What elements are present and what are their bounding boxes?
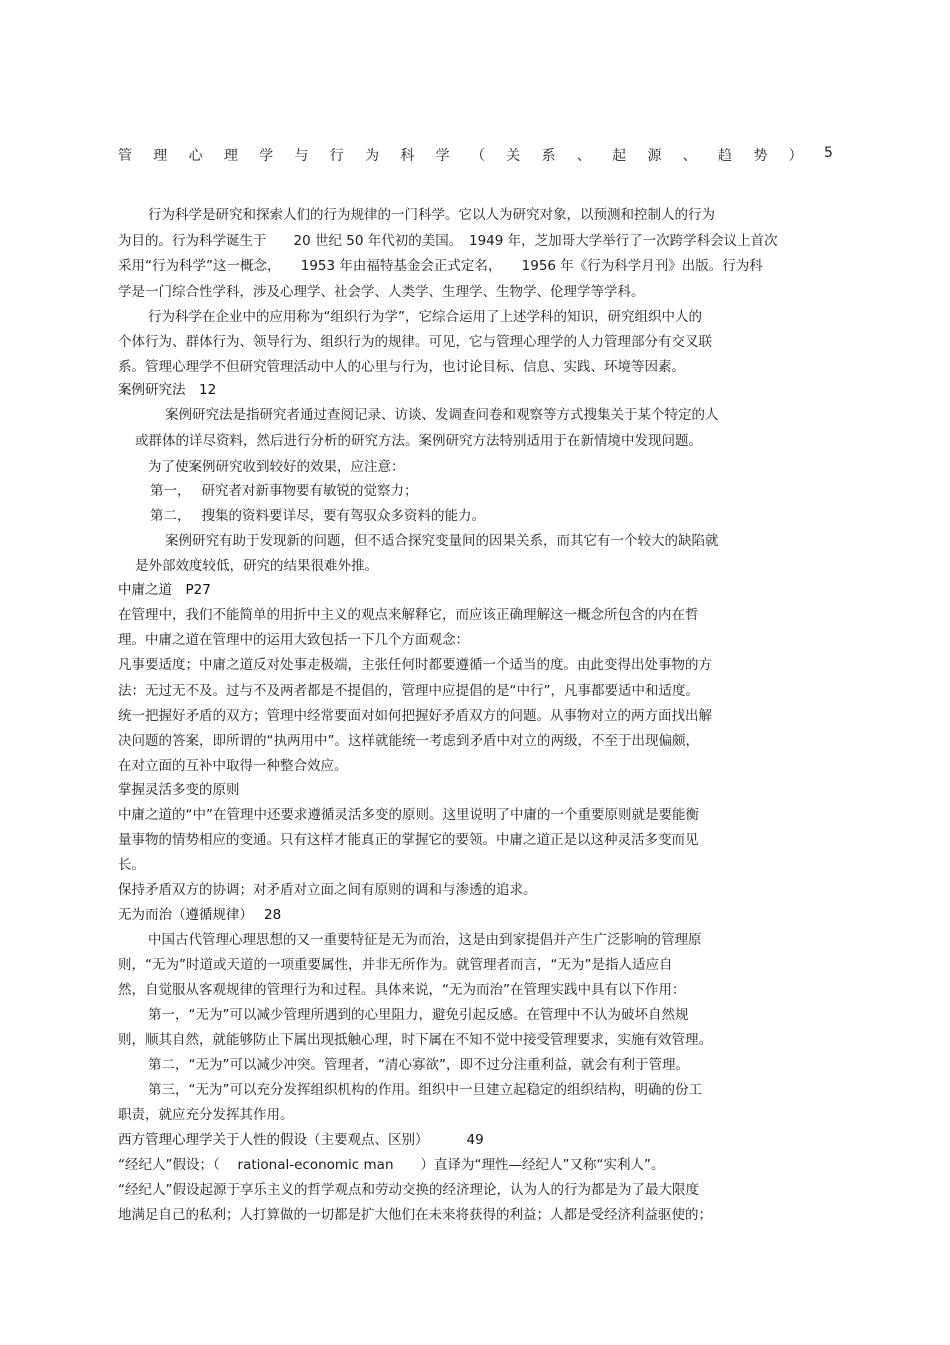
title-char: ） [788, 148, 803, 164]
paragraph-line: 在对立面的互补中取得一种整合效应。 [118, 758, 348, 774]
title-char: 关 [506, 148, 521, 164]
paragraph-line: 行为科学在企业中的应用称为“组织行为学”，它综合运用了上述学科的知识，研究组织中人的 [148, 309, 702, 325]
title-char: 科 [400, 148, 415, 164]
title-char: 源 [647, 148, 662, 164]
paragraph-line: 为目的。行为科学诞生于 20 世纪 50 年代初的美国。 1949 年，芝加哥大学举行了一次跨学科会议上首次 [118, 233, 778, 249]
list-item: 第一， 研究者对新事物要有敏锐的觉察力； [150, 483, 418, 499]
paragraph-line: 案例研究法是指研究者通过查阅记录、访谈、发调查问卷和观察等方式搜集关于某个特定的人 [165, 407, 719, 423]
paragraph-line: “经纪人”假设；（ rational-economic man ）直译为“理性—经纪人”又称“实利人”。 [118, 1157, 665, 1173]
paragraph-line: 或群体的详尽资料，然后进行分析的研究方法。案例研究方法特别适用于在新情境中发现问题。 [135, 433, 702, 449]
paragraph-line: 采用“行为科学”这一概念， 1953 年由福特基金会正式定名， 1956 年《行为科学月刊》出版。行为科 [118, 258, 763, 274]
section-heading: 掌握灵活多变的原则 [118, 782, 240, 798]
paragraph-line: 保持矛盾双方的协调；对矛盾对立面之间有原则的调和与渗透的追求。 [118, 882, 537, 898]
page-title [118, 145, 833, 165]
paragraph-line: 第二，“无为”可以减少冲突。管理者，“清心寡欲”，即不过分注重利益，就会有利于管理。 [148, 1057, 689, 1073]
paragraph-line: 量事物的情势相应的变通。只有这样才能真正的掌握它的要领。中庸之道正是以这种灵活多变而见 [118, 832, 699, 848]
paragraph-line: 地满足自己的私利；人打算做的一切都是扩大他们在未来将获得的利益；人都是受经济利益驱使的； [118, 1207, 712, 1223]
title-char: 管 [118, 148, 132, 164]
paragraph-line: 在管理中，我们不能简单的用折中主义的观点来解释它，而应该正确理解这一概念所包含的内在哲 [118, 607, 699, 623]
paragraph-line: 则，“无为”时道或天道的一项重要属性，并非无所作为。就管理者而言，“无为”是指人适应自 [118, 957, 673, 973]
title-char: 与 [294, 148, 309, 164]
section-heading: 案例研究法 12 [118, 382, 217, 398]
paragraph-line: 为了使案例研究收到较好的效果，应注意： [148, 459, 405, 475]
paragraph-line: 行为科学是研究和探索人们的行为规律的一门科学。它以人为研究对象，以预测和控制人的行为 [148, 207, 715, 223]
title-char: 势 [753, 148, 768, 164]
section-heading: 西方管理心理学关于人性的假设（主要观点、区别） 49 [118, 1132, 484, 1148]
paragraph-line: 系。管理心理学不但研究管理活动中人的心里与行为，也讨论目标、信息、实践、环境等因素。 [118, 359, 685, 375]
section-heading: 无为而治（遵循规律） 28 [118, 907, 282, 923]
title-char: 心 [188, 148, 203, 164]
paragraph-line: “经纪人”假设起源于享乐主义的哲学观点和劳动交换的经济理论，认为人的行为都是为了最大限度 [118, 1182, 699, 1198]
paragraph-line: 学是一门综合性学科，涉及心理学、社会学、人类学、生理学、生物学、伦理学等学科。 [118, 284, 645, 300]
title-char: 学 [435, 148, 450, 164]
paragraph-line: 凡事要适度；中庸之道反对处事走极端，主张任何时都要遵循一个适当的度。由此变得出处事物的方 [118, 657, 712, 673]
title-page-number: 5 [823, 145, 833, 161]
title-char: 理 [223, 148, 238, 164]
paragraph-line: 案例研究有助于发现新的问题，但不适合探究变量间的因果关系，而其它有一个较大的缺陷就 [165, 533, 719, 549]
title-char: 为 [365, 148, 380, 164]
paragraph-line: 第一，“无为”可以减少管理所遇到的心里阻力，避免引起反感。在管理中不认为破坏自然规 [148, 1007, 689, 1023]
section-heading: 中庸之道 P27 [118, 582, 211, 598]
title-char: （ [470, 148, 485, 164]
paragraph-line: 法：无过无不及。过与不及两者都是不提倡的，管理中应提倡的是“中行”，凡事都要适中和适度。 [118, 683, 699, 699]
paragraph-line: 职责，就应充分发挥其作用。 [118, 1107, 294, 1123]
paragraph-line: 中国古代管理心理思想的又一重要特征是无为而治，这是由到家提倡并产生广泛影响的管理原 [148, 932, 702, 948]
paragraph-line: 则，顺其自然，就能够防止下属出现抵触心理，时下属在不知不觉中接受管理要求，实施有效管理。 [118, 1032, 712, 1048]
title-char: 学 [259, 148, 274, 164]
paragraph-line: 然，自觉服从客观规律的管理行为和过程。具体来说，“无为而治”在管理实践中具有以下作用： [118, 982, 686, 998]
title-char: 理 [153, 148, 168, 164]
paragraph-line: 个体行为、群体行为、领导行为、组织行为的规律。可见，它与管理心理学的人力管理部分有交叉联 [118, 334, 712, 350]
title-char: 行 [329, 148, 344, 164]
title-char: 、 [576, 148, 591, 164]
paragraph-line: 中庸之道的“中”在管理中还要求遵循灵活多变的原则。这里说明了中庸的一个重要原则就是要能衡 [118, 807, 699, 823]
title-char: 、 [682, 148, 697, 164]
list-item: 第二， 搜集的资料要详尽，要有驾驭众多资料的能力。 [150, 508, 486, 524]
paragraph-line: 是外部效度较低，研究的结果很难外推。 [135, 558, 378, 574]
paragraph-line: 统一把握好矛盾的双方；管理中经常要面对如何把握好矛盾双方的问题。从事物对立的两方面找出解 [118, 708, 712, 724]
title-char: 趋 [718, 148, 733, 164]
title-char: 系 [541, 148, 556, 164]
paragraph-line: 理。中庸之道在管理中的运用大致包括一下几个方面观念： [118, 632, 469, 648]
paragraph-line: 第三，“无为”可以充分发挥组织机构的作用。组织中一旦建立起稳定的组织结构，明确的份工 [148, 1082, 702, 1098]
paragraph-line: 决问题的答案，即所谓的“执两用中”。这样就能统一考虑到矛盾中对立的两级，不至于出现偏颇， [118, 733, 699, 749]
title-char: 起 [612, 148, 627, 164]
paragraph-line: 长。 [118, 857, 145, 873]
